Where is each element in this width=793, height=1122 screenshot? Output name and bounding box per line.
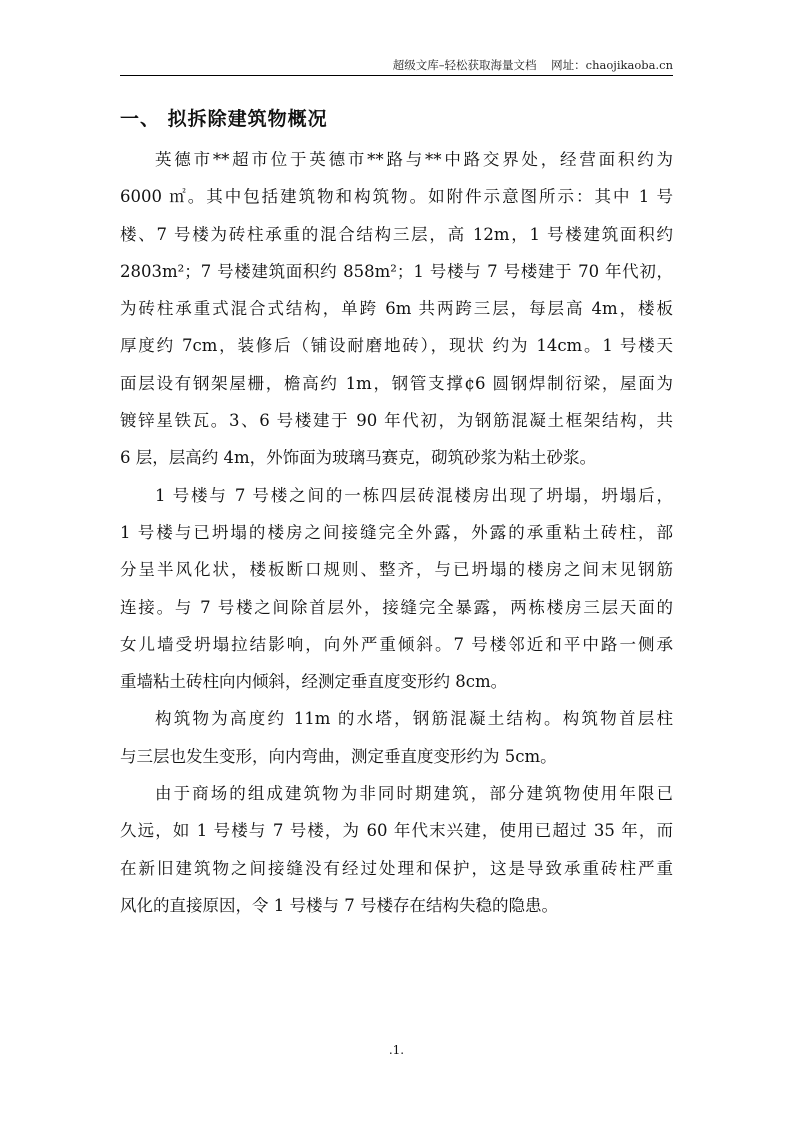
text-line: 英德市**超市位于英德市**路与**中路交界处，经营面积约为: [155, 150, 673, 169]
document-body: [120, 141, 673, 924]
text-line: 镀锌星铁瓦。3、6 号楼建于 90 年代初，为钢筋混凝土框架结构，共: [120, 411, 673, 431]
text-line: 重墙粘土砖柱向内倾斜，经测定垂直度变形约 8cm。: [120, 672, 508, 692]
paragraph: [120, 477, 673, 701]
text-line: 6000 ㎡。其中包括建筑物和构筑物。如附件示意图所示：其中 1 号: [120, 187, 673, 207]
text-line: 面层设有钢架屋栅，檐高约 1m，钢管支撑¢6 圆钢焊制衍梁，屋面为: [120, 373, 673, 393]
text-line: 由于商场的组成建筑物为非同时期建筑，部分建筑物使用年限已: [155, 784, 673, 804]
text-line: 女儿墙受坍塌拉结影响，向外严重倾斜。7 号楼邻近和平中路一侧承: [120, 634, 673, 654]
text-line: 楼、7 号楼为砖柱承重的混合结构三层，高 12m，1 号楼建筑面积约: [120, 224, 673, 244]
text-line: 6 层，层高约 4m，外饰面为玻璃马赛克，砌筑砂浆为粘土砂浆。: [120, 448, 597, 468]
paragraph: [120, 775, 673, 924]
page-header: 超级文库–轻松获取海量文档 网址：chaojikaoba.cn: [392, 58, 673, 72]
text-line: 厚度约 7cm，装修后（铺设耐磨地砖），现状 约为 14cm。1 号楼天: [120, 336, 673, 356]
text-line: 2803m²；7 号楼建筑面积约 858m²；1 号楼与 7 号楼建于 70 年代初，: [120, 261, 673, 281]
page-number: .1.: [388, 1043, 405, 1057]
paragraph: [120, 700, 673, 775]
text-line: 与三层也发生变形，向内弯曲，测定垂直度变形约为 5cm。: [120, 746, 557, 766]
text-line: 1 号楼与已坍塌的楼房之间接缝完全外露，外露的承重粘土砖柱，部: [120, 522, 673, 542]
text-line: 构筑物为高度约 11m 的水塔，钢筋混凝土结构。构筑物首层柱: [155, 709, 673, 729]
text-line: 在新旧建筑物之间接缝没有经过处理和保护，这是导致承重砖柱严重: [120, 858, 673, 878]
text-line: 风化的直接原因，令 1 号楼与 7 号楼存在结构失稳的隐患。: [120, 895, 558, 915]
paragraph: [120, 141, 673, 477]
text-line: 1 号楼与 7 号楼之间的一栋四层砖混楼房出现了坍塌，坍塌后，: [155, 485, 673, 505]
text-line: 连接。与 7 号楼之间除首层外，接缝完全暴露，两栋楼房三层天面的: [120, 597, 673, 617]
text-line: 为砖柱承重式混合式结构，单跨 6m 共两跨三层，每层高 4m，楼板: [120, 299, 673, 319]
text-line: 久远，如 1 号楼与 7 号楼，为 60 年代末兴建，使用已超过 35 年，而: [120, 821, 673, 841]
header-rule: [120, 75, 673, 76]
text-line: 分呈半风化状，楼板断口规则、整齐，与已坍塌的楼房之间末见钢筋: [120, 560, 673, 580]
section-heading: 一、 拟拆除建筑物概况: [120, 108, 328, 130]
